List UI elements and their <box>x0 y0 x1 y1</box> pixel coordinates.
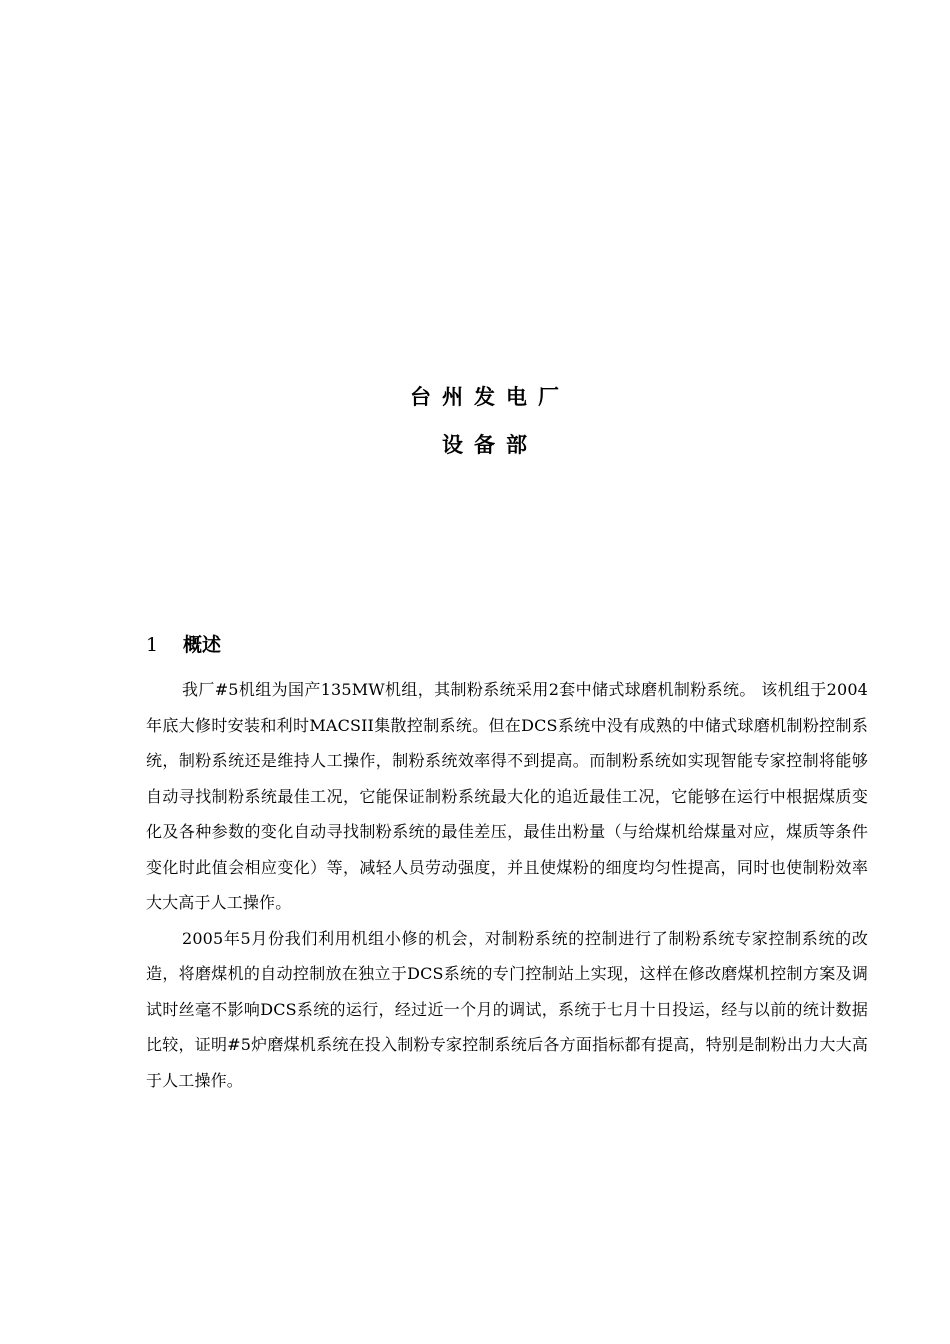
department-name: 设备部 <box>442 433 538 457</box>
section-heading <box>146 628 868 662</box>
org-name: 台州发电厂 <box>410 385 570 409</box>
section-number: 1 <box>146 634 159 656</box>
overview-section <box>146 628 868 1098</box>
paragraph-2: 2005年5月份我们利用机组小修的机会，对制粉系统的控制进行了制粉系统专家控制系统的改造，将磨煤机的自动控制放在独立于DCS系统的专门控制站上实现，这样在修改磨煤机控制方案及调试时丝毫不影响DCS系统的运行，经过近一个月的调试，系统于七月十日投运，经与以前的统计数据比较，证明#5炉磨煤机系统在投入制粉专家控制系统后各方面指标都有提高，特别是制粉出力大大高于人工操作。 <box>146 928 868 1090</box>
organization-header <box>0 378 950 464</box>
paragraph-1: 我厂#5机组为国产135MW机组，其制粉系统采用2套中储式球磨机制粉系统。 该机组于2004年底大修时安装和利时MACSII集散控制系统。但在DCS系统中没有成熟的中储式球磨机制粉控制系统，制粉系统还是维持人工操作，制粉系统效率得不到提高。而制粉系统如实现智能专家控制将能够自动寻找制粉系统最佳工况，它能保证制粉系统最大化的追近最佳工况，它能够在运行中根据煤质变化及各种参数的变化自动寻找制粉系统的最佳差压，最佳出粉量（与给煤机给煤量对应，煤质等条件变化时此值会相应变化）等，减轻人员劳动强度，并且使煤粉的细度均匀性提高，同时也使制粉效率大大高于人工操作。 <box>146 680 868 912</box>
section-title: 概述 <box>183 634 222 656</box>
